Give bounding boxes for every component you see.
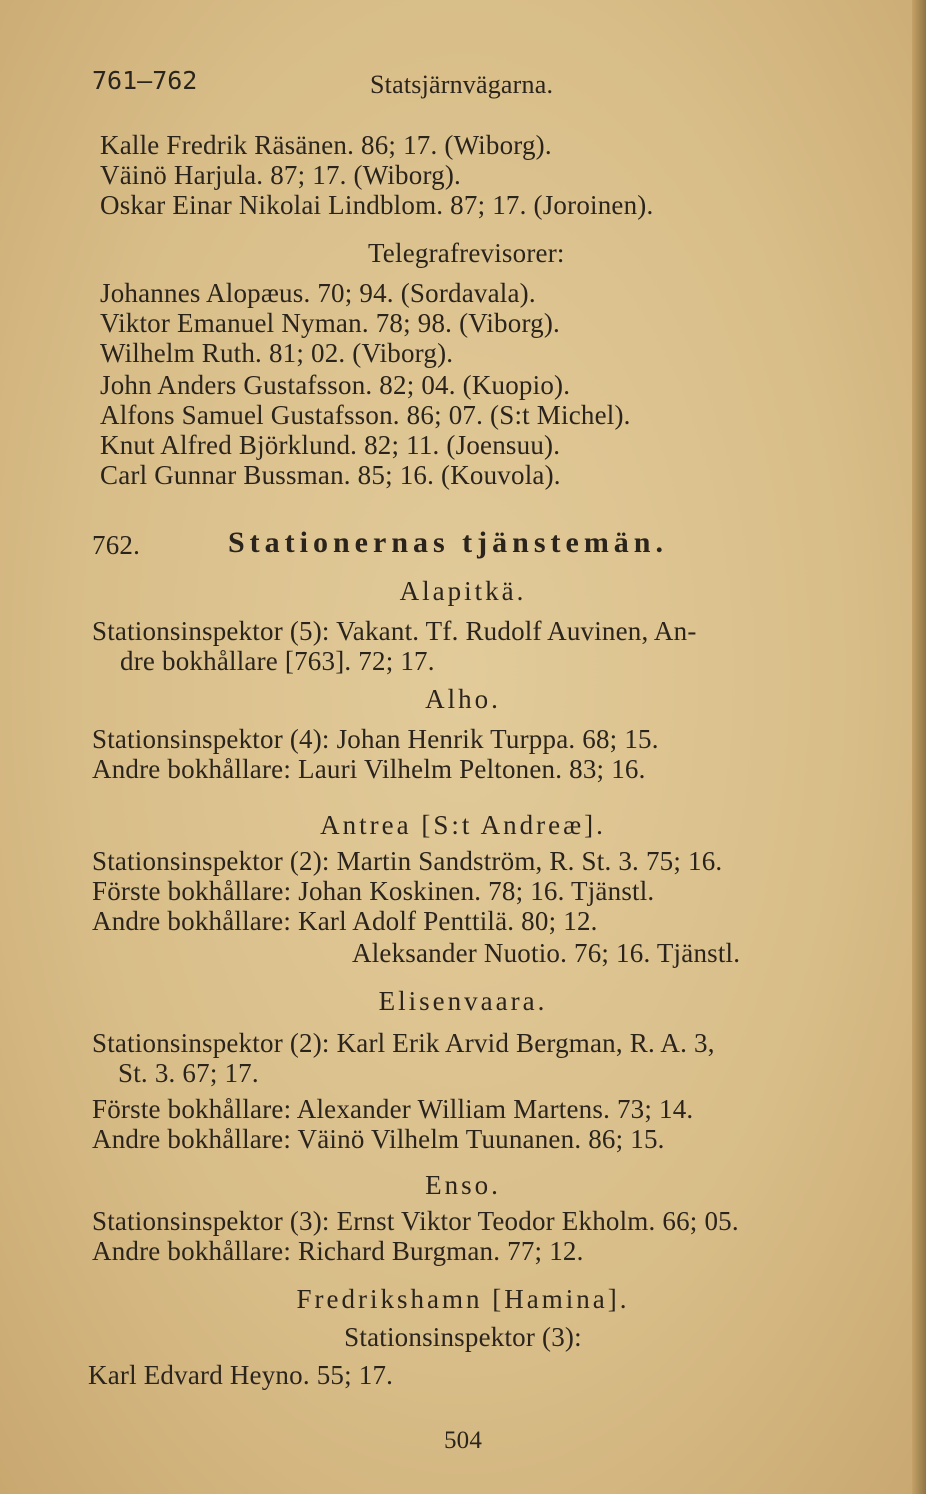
text-line: Förste bokhållare: Johan Koskinen. 78; 16. Tjänstl.: [92, 876, 655, 906]
text-line: Knut Alfred Björklund. 82; 11. (Joensuu).: [100, 430, 561, 460]
text-line: Väinö Harjula. 87; 17. (Wiborg).: [100, 160, 461, 190]
text-line: Karl Edvard Heyno. 55; 17.: [88, 1360, 394, 1390]
text-line: Kalle Fredrik Räsänen. 86; 17. (Wiborg).: [100, 130, 552, 160]
station-name: Alapitkä.: [399, 576, 527, 606]
section-title: Stationernas tjänstemän.: [228, 526, 668, 559]
text-line: St. 3. 67; 17.: [118, 1058, 259, 1088]
text-line: Oskar Einar Nikolai Lindblom. 87; 17. (Joroinen).: [100, 190, 654, 220]
station-name: Elisenvaara.: [378, 986, 548, 1016]
telegraf-heading: Telegrafrevisorer:: [368, 238, 565, 268]
text-line: Stationsinspektor (3): Ernst Viktor Teodor Ekholm. 66; 05.: [92, 1206, 739, 1236]
running-title: Statsjärnvägarna.: [370, 70, 554, 99]
page-range: 761—762: [92, 66, 198, 95]
text-line: Stationsinspektor (2): Martin Sandström, R. St. 3. 75; 16.: [92, 846, 723, 876]
section-number: 762.: [92, 530, 141, 560]
station-name: Alho.: [425, 684, 501, 714]
page-number: 504: [443, 1427, 483, 1454]
text-line: Andre bokhållare: Väinö Vilhelm Tuunanen. 86; 15.: [92, 1124, 665, 1154]
text-line: Alfons Samuel Gustafsson. 86; 07. (S:t Michel).: [100, 400, 631, 430]
text-line: dre bokhållare [763]. 72; 17.: [120, 646, 435, 676]
text-line: Carl Gunnar Bussman. 85; 16. (Kouvola).: [100, 460, 561, 490]
station-name: Antrea [S:t Andreæ].: [320, 810, 606, 840]
text-line: Aleksander Nuotio. 76; 16. Tjänstl.: [352, 938, 741, 968]
station-name: Enso.: [425, 1170, 501, 1200]
station-name: Fredrikshamn [Hamina].: [296, 1284, 630, 1314]
text-line: Andre bokhållare: Karl Adolf Penttilä. 80; 12.: [92, 906, 598, 936]
text-line: Stationsinspektor (2): Karl Erik Arvid Bergman, R. A. 3,: [92, 1028, 715, 1058]
text-line: Förste bokhållare: Alexander William Martens. 73; 14.: [92, 1094, 694, 1124]
text-line: Stationsinspektor (4): Johan Henrik Turppa. 68; 15.: [92, 724, 659, 754]
station-subheading: Stationsinspektor (3):: [344, 1322, 582, 1352]
text-line: John Anders Gustafsson. 82; 04. (Kuopio).: [100, 370, 571, 400]
text-line: Andre bokhållare: Richard Burgman. 77; 12.: [92, 1236, 584, 1266]
text-line: Stationsinspektor (5): Vakant. Tf. Rudolf Auvinen, An-: [92, 616, 697, 646]
text-line: Viktor Emanuel Nyman. 78; 98. (Viborg).: [100, 308, 560, 338]
text-line: Wilhelm Ruth. 81; 02. (Viborg).: [100, 338, 454, 368]
page-edge: [912, 0, 926, 1494]
text-line: Johannes Alopæus. 70; 94. (Sordavala).: [100, 278, 536, 308]
text-line: Andre bokhållare: Lauri Vilhelm Peltonen. 83; 16.: [92, 754, 646, 784]
